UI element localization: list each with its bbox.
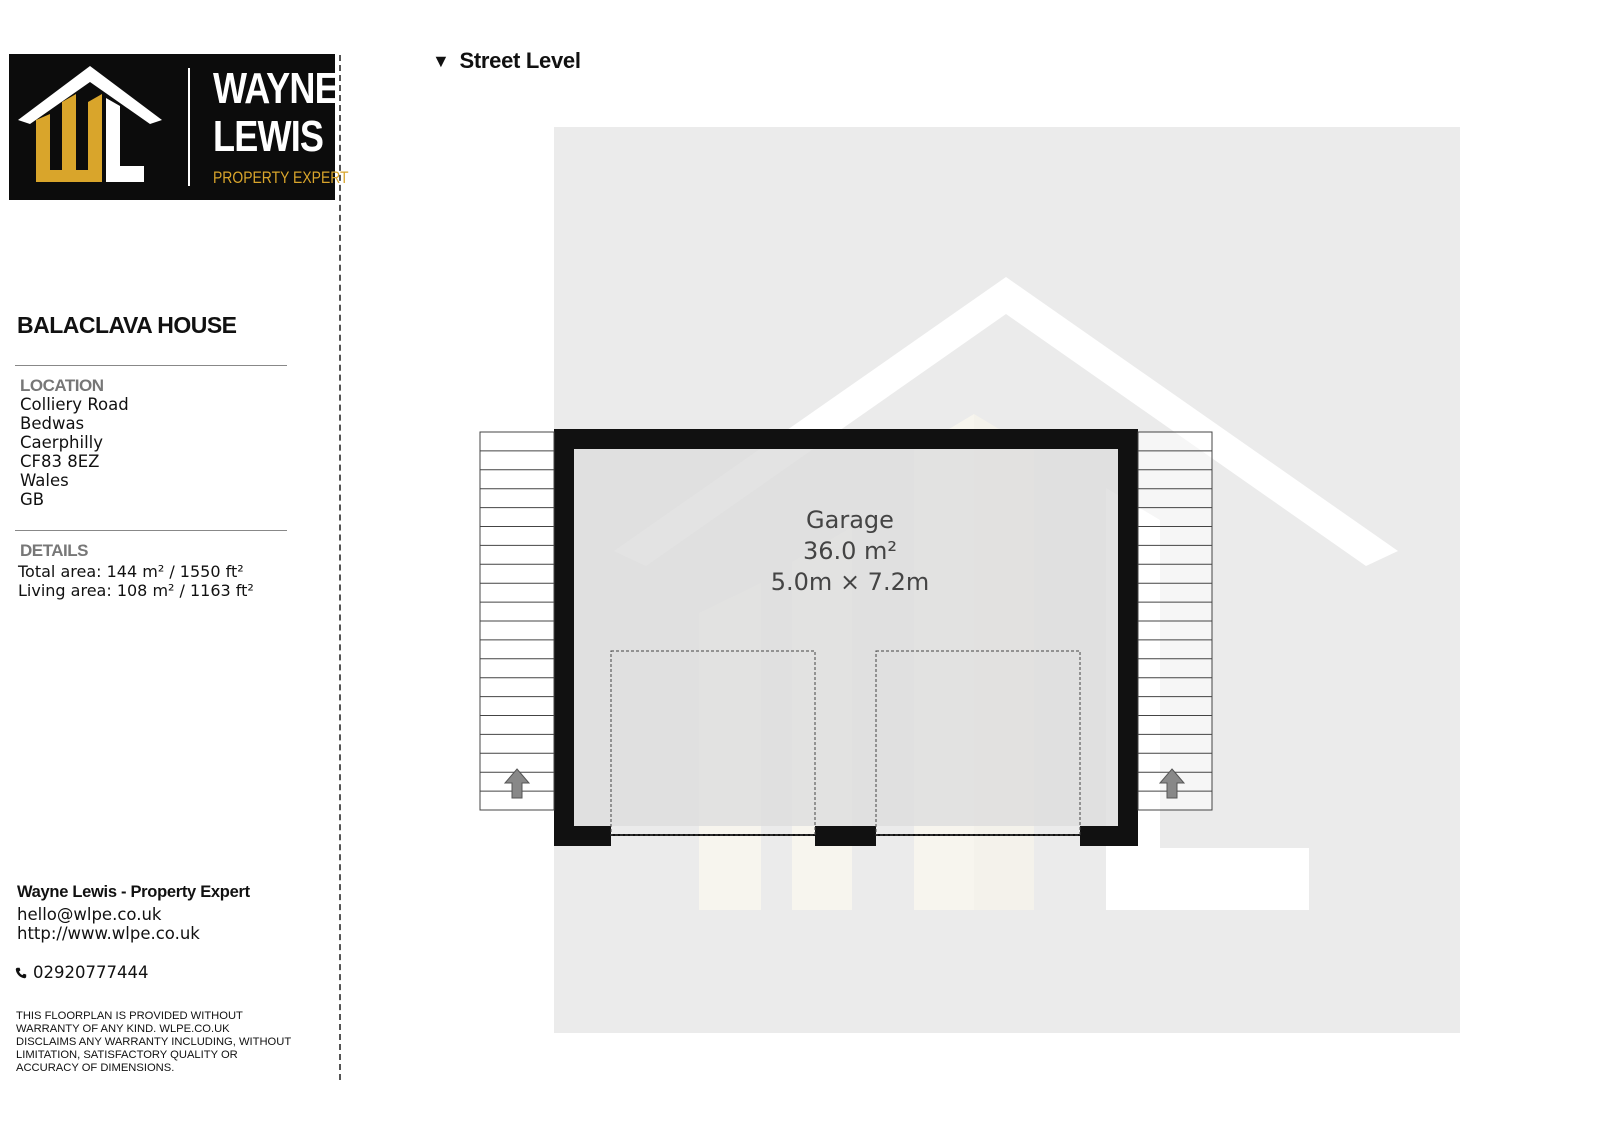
address-line: Colliery Road bbox=[20, 395, 129, 414]
room-dimensions: 5.0m × 7.2m bbox=[770, 568, 930, 596]
living-area: Living area: 108 m² / 1163 ft² bbox=[18, 581, 254, 600]
stairs-right bbox=[1138, 432, 1212, 810]
address-line: Wales bbox=[20, 471, 69, 490]
property-title: BALACLAVA HOUSE bbox=[17, 312, 237, 338]
address-line: GB bbox=[20, 490, 45, 509]
logo-tagline: PROPERTY EXPERT bbox=[213, 168, 349, 187]
address-line: Caerphilly bbox=[20, 433, 104, 452]
total-area: Total area: 144 m² / 1550 ft² bbox=[18, 562, 244, 581]
level-name: Street Level bbox=[459, 48, 581, 73]
address-line: CF83 8EZ bbox=[20, 452, 100, 471]
room-area: 36.0 m² bbox=[802, 537, 898, 565]
logo-name-line1: WAYNE bbox=[213, 64, 338, 113]
details-label: DETAILS bbox=[20, 541, 88, 560]
logo-name-line2: LEWIS bbox=[213, 112, 324, 161]
disclaimer: THIS FLOORPLAN IS PROVIDED WITHOUT WARRANTY OF ANY KIND. WLPE.CO.UK DISCLAIMS ANY WARRANTY INCLUDING, WITHOUT LIMITATION, SATISFACTORY QUALITY OR ACCURACY OF DIMENSIONS. bbox=[16, 1010, 291, 1074]
room-name: Garage bbox=[806, 506, 894, 534]
room-label bbox=[700, 505, 1000, 598]
address-line: Bedwas bbox=[20, 414, 85, 433]
website-link[interactable]: http://www.wlpe.co.uk bbox=[17, 924, 200, 943]
stairs-left bbox=[480, 432, 554, 810]
triangle-down-icon: ▼ bbox=[432, 50, 450, 71]
email-link[interactable]: hello@wlpe.co.uk bbox=[17, 905, 162, 924]
phone-number: 02920777444 bbox=[33, 963, 149, 982]
agent-name: Wayne Lewis - Property Expert bbox=[17, 883, 250, 901]
location-label: LOCATION bbox=[20, 376, 104, 395]
